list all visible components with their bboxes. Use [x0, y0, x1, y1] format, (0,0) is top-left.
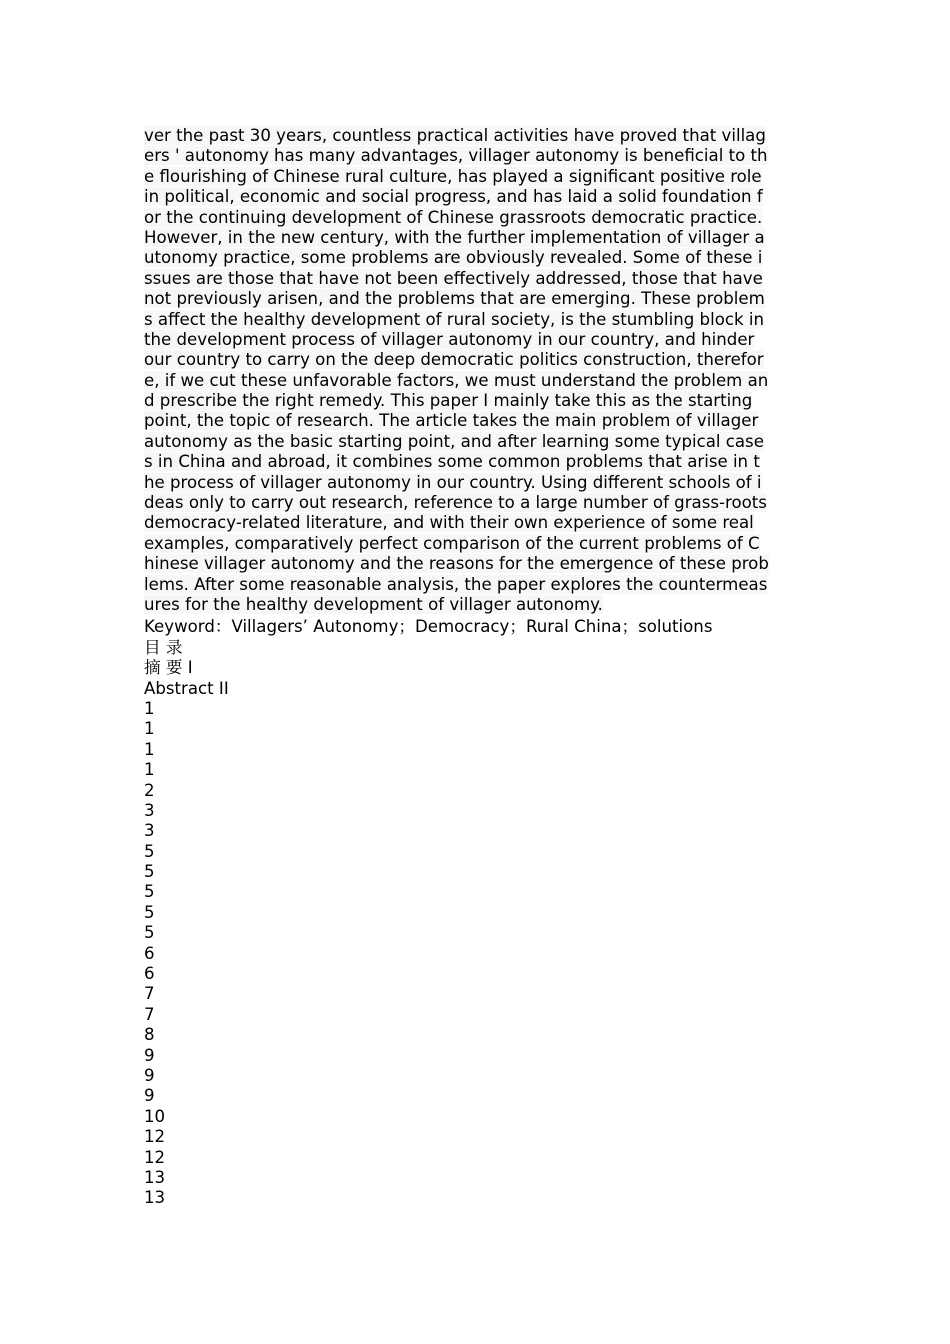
abstract-line [144, 146, 810, 166]
abstract-line-text: the development process of villager autonomy in our country, and hinder [144, 329, 755, 349]
toc-entry: 12 [144, 1147, 166, 1167]
abstract-line-text: not previously arisen, and the problems that are emerging. These problem [144, 289, 765, 309]
abstract-line-text: in political, economic and social progress, and has laid a solid foundation f [144, 187, 763, 207]
abstract-line-text: ures for the healthy development of villager autonomy. [144, 594, 603, 614]
toc-heading: 目 录 [144, 637, 183, 657]
toc-entry: 7 [144, 1004, 155, 1024]
abstract-line [144, 187, 810, 207]
abstract-line [144, 595, 810, 615]
abstract-line [144, 126, 810, 146]
abstract-line [144, 371, 810, 391]
abstract-line-text: hinese villager autonomy and the reasons for the emergence of these prob [144, 554, 769, 574]
abstract-line [144, 330, 810, 350]
abstract-line-text: However, in the new century, with the further implementation of villager a [144, 227, 765, 247]
abstract-paragraph [144, 126, 810, 615]
toc-entry: 1 [144, 719, 155, 739]
abstract-line [144, 269, 810, 289]
toc-entry: 9 [144, 1065, 155, 1085]
toc-entry: 1 [144, 760, 155, 780]
table-of-contents [144, 658, 810, 1209]
toc-entry: 3 [144, 821, 155, 841]
toc-entry: 13 [144, 1167, 166, 1187]
toc-entry: 12 [144, 1127, 166, 1147]
toc-entry: 3 [144, 800, 155, 820]
toc-entry: 10 [144, 1106, 166, 1126]
toc-entry: 5 [144, 841, 155, 861]
toc-entry: 摘 要 I [144, 658, 193, 678]
abstract-line [144, 248, 810, 268]
abstract-line-text: autonomy as the basic starting point, and after learning some typical case [144, 431, 764, 451]
abstract-line-text: ver the past 30 years, countless practical activities have proved that villag [144, 126, 766, 145]
abstract-line [144, 554, 810, 574]
abstract-line-text: e flourishing of Chinese rural culture, has played a significant positive role [144, 166, 762, 186]
abstract-line-text: d prescribe the right remedy. This paper I mainly take this as the starting [144, 391, 753, 411]
toc-entry: 9 [144, 1086, 155, 1106]
abstract-line-text: examples, comparatively perfect comparison of the current problems of C [144, 533, 760, 553]
toc-entry: 2 [144, 780, 155, 800]
abstract-line [144, 493, 810, 513]
keyword-line: Keyword：Villagers’ Autonomy；Democracy；Rural China；solutions [144, 617, 713, 637]
abstract-line-text: ssues are those that have not been effectively addressed, those that have [144, 268, 763, 288]
abstract-line-text: he process of villager autonomy in our country. Using different schools of i [144, 472, 762, 492]
abstract-line [144, 513, 810, 533]
abstract-line [144, 432, 810, 452]
toc-entry: 5 [144, 882, 155, 902]
abstract-line [144, 208, 810, 228]
abstract-line-text: or the continuing development of Chinese grassroots democratic practice. [144, 207, 763, 227]
abstract-line [144, 452, 810, 472]
toc-entry: 5 [144, 902, 155, 922]
abstract-line [144, 167, 810, 187]
toc-entry: 13 [144, 1188, 166, 1208]
abstract-line [144, 350, 810, 370]
toc-entry: 5 [144, 923, 155, 943]
abstract-line [144, 575, 810, 595]
abstract-line-text: utonomy practice, some problems are obviously revealed. Some of these i [144, 248, 763, 268]
abstract-line-text: s in China and abroad, it combines some common problems that arise in t [144, 452, 760, 472]
toc-entry: 9 [144, 1045, 155, 1065]
abstract-line-text: our country to carry on the deep democratic politics construction, therefor [144, 350, 764, 370]
toc-entry: 6 [144, 964, 155, 984]
toc-entry: Abstract II [144, 678, 229, 698]
abstract-line-text: s affect the healthy development of rural society, is the stumbling block in [144, 309, 764, 329]
abstract-line [144, 289, 810, 309]
abstract-line-text: deas only to carry out research, reference to a large number of grass-roots [144, 493, 767, 513]
toc-entry: 8 [144, 1025, 155, 1045]
abstract-line-text: democracy-related literature, and with their own experience of some real [144, 513, 754, 533]
abstract-line-text: lems. After some reasonable analysis, the paper explores the countermeas [144, 574, 768, 594]
toc-entry: 6 [144, 943, 155, 963]
abstract-line-text: point, the topic of research. The article takes the main problem of villager [144, 411, 759, 431]
toc-entry: 7 [144, 984, 155, 1004]
abstract-line-text: e, if we cut these unfavorable factors, we must understand the problem an [144, 370, 769, 390]
document-page [144, 126, 810, 1209]
abstract-line [144, 411, 810, 431]
abstract-line [144, 391, 810, 411]
abstract-line-text: ers ' autonomy has many advantages, villager autonomy is beneficial to th [144, 146, 768, 166]
abstract-line [144, 228, 810, 248]
abstract-line [144, 473, 810, 493]
toc-entry: 5 [144, 862, 155, 882]
abstract-line [144, 534, 810, 554]
toc-entry: 1 [144, 739, 155, 759]
toc-entry: 1 [144, 698, 155, 718]
abstract-line [144, 310, 810, 330]
